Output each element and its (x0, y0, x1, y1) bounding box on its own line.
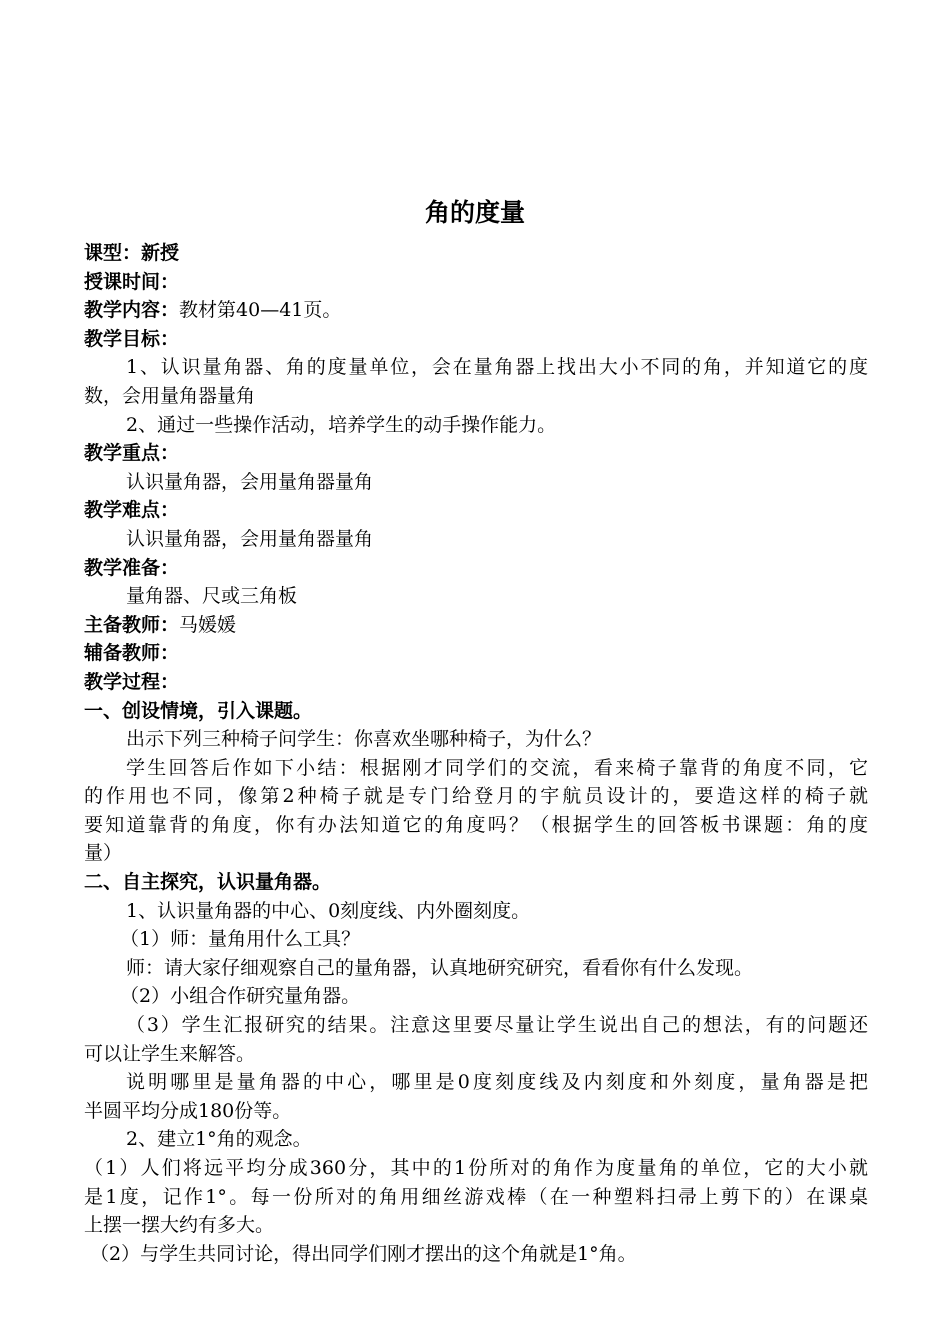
process-label: 教学过程： (84, 670, 180, 693)
section-2-item-2-1-line-1: （1）人们将远平均分成360分，其中的1份所对的角作为度量角的单位，它的大小就 (84, 1157, 868, 1179)
process-line (84, 668, 868, 697)
section-1-paragraph-2-line-4: 量） (84, 842, 123, 865)
section-2-item-1-4-line-2: 半圆平均分成180份等。 (84, 1099, 292, 1122)
section-2-item-1: 1、认识量角器的中心、0刻度线、内外圈刻度。 (126, 899, 531, 922)
assistant-teacher-label: 辅备教师： (84, 642, 180, 665)
document-body (84, 239, 868, 1268)
goal-1-line-2: 数，会用量角器量角 (84, 384, 256, 407)
time-line (84, 268, 868, 297)
preparation-value: 量角器、尺或三角板 (126, 585, 298, 608)
preparation-label: 教学准备： (84, 556, 180, 579)
content-label: 教学内容： (84, 299, 180, 322)
section-1-paragraph-2-line-2: 的作用也不同，像第2种椅子就是专门给登月的宇航员设计的，要造这样的椅子就 (84, 785, 868, 808)
section-1-heading: 一、创设情境，引入课题。 (84, 699, 313, 722)
key-points-value: 认识量角器，会用量角器量角 (126, 470, 374, 493)
content-line (84, 296, 868, 325)
difficulties-line (84, 496, 868, 525)
preparation-line (84, 554, 868, 583)
course-type-value: 新授 (141, 242, 180, 264)
section-2-item-1-2: （2）小组合作研究量角器。 (120, 985, 361, 1008)
lead-teacher-value: 马媛媛 (179, 613, 237, 636)
section-2-item-1-3-line-1: （3）学生汇报研究的结果。注意这里要尽量让学生说出自己的想法，有的问题还 (126, 1014, 868, 1037)
lead-teacher-label: 主备教师： (84, 613, 180, 636)
section-2-item-1-4-line-1: 说明哪里是量角器的中心，哪里是0度刻度线及内刻度和外刻度，量角器是把 (126, 1071, 868, 1094)
goal-1-line-1: 1、认识量角器、角的度量单位，会在量角器上找出大小不同的角，并知道它的度 (126, 356, 868, 379)
key-points-label: 教学重点： (84, 442, 180, 465)
course-type-line (84, 239, 868, 268)
difficulties-value: 认识量角器，会用量角器量角 (126, 527, 374, 550)
section-2-heading: 二、自主探究，认识量角器。 (84, 871, 332, 894)
section-1-paragraph-1: 出示下列三种椅子问学生：你喜欢坐哪种椅子，为什么？ (126, 728, 602, 751)
goal-2: 2、通过一些操作活动，培养学生的动手操作能力。 (126, 413, 557, 436)
section-2-item-1-3-line-2: 可以让学生来解答。 (84, 1042, 256, 1065)
section-2-item-2: 2、建立1°角的观念。 (126, 1128, 312, 1151)
content-value: 教材第40—41页。 (179, 299, 342, 322)
assistant-teacher-line (84, 639, 868, 668)
section-2-item-1-1: （1）师：量角用什么工具？ (120, 928, 361, 951)
goals-line (84, 325, 868, 354)
goals-label: 教学目标： (84, 327, 180, 350)
course-type-label: 课型： (84, 242, 142, 264)
section-1-paragraph-2-line-3: 要知道靠背的角度，你有办法知道它的角度吗？（根据学生的回答板书课题：角的度 (84, 813, 868, 836)
lead-teacher-line (84, 611, 868, 640)
section-2-item-1-1-b: 师：请大家仔细观察自己的量角器，认真地研究研究，看看你有什么发现。 (126, 956, 754, 979)
time-label: 授课时间： (84, 270, 180, 293)
key-points-line (84, 439, 868, 468)
section-2-item-2-1-line-3: 上摆一摆大约有多大。 (84, 1214, 275, 1237)
section-2-item-2-2: （2）与学生共同讨论，得出同学们刚才摆出的这个角就是1°角。 (90, 1242, 637, 1265)
difficulties-label: 教学难点： (84, 499, 180, 522)
section-1-paragraph-2-line-1: 学生回答后作如下小结：根据刚才同学们的交流，看来椅子靠背的角度不同，它 (126, 756, 868, 779)
document-title: 角的度量 (424, 198, 525, 227)
section-2-item-2-1-line-2: 是1度，记作1°。每一份所对的角用细丝游戏棒（在一种塑料扫帚上剪下的）在课桌 (84, 1185, 868, 1208)
